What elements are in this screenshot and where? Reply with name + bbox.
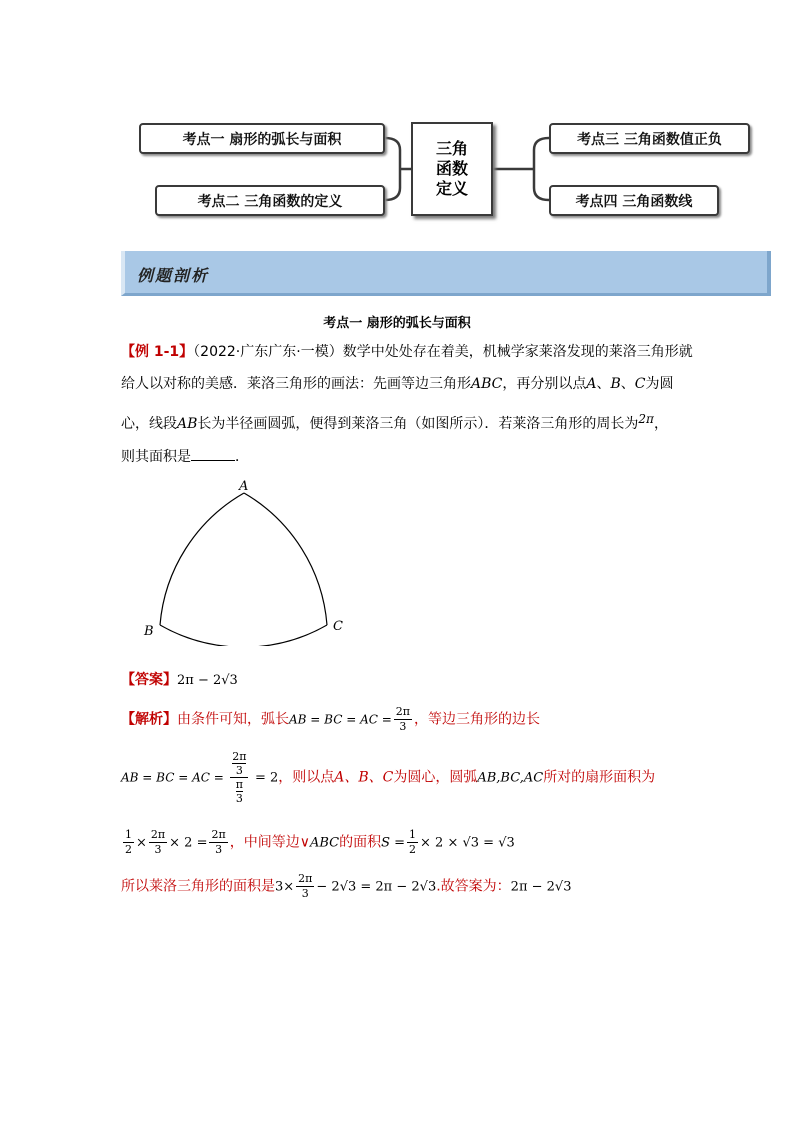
analysis-text-3c: ，中间等边∨: [229, 834, 310, 851]
answer-label: 【答案】: [121, 672, 177, 688]
centers-abc: A、B、C: [334, 769, 394, 786]
f2-den: 3: [154, 843, 162, 856]
arc-bc: [160, 625, 327, 646]
answer-blank: [191, 448, 235, 461]
example-text-2c: ，再分别以点: [502, 376, 587, 392]
frac-num: 2π: [395, 705, 411, 718]
analysis-line-4: [121, 872, 571, 901]
arc-ab: [160, 493, 244, 625]
final-expression: − 2√3 = 2π − 2√3: [316, 879, 437, 895]
f5-den: 3: [301, 887, 309, 900]
example-label: 【例 1-1】: [121, 344, 194, 360]
arc-ca: [244, 493, 327, 625]
point-a: A: [586, 376, 597, 392]
side-equality: AB = BC = AC =: [121, 770, 224, 785]
f1-den: 2: [125, 843, 132, 856]
fraction-2pi-3-c: [209, 828, 227, 857]
example-text-3a: 心，线段: [121, 416, 177, 432]
analysis-line-3: [121, 828, 515, 857]
label-a: A: [239, 479, 249, 494]
analysis-line-2: [121, 750, 655, 805]
example-text-4a: 则其面积是: [121, 449, 191, 465]
f3-num: 2π: [211, 828, 226, 841]
f3-den: 3: [215, 843, 223, 856]
analysis-text-3e: 的面积: [339, 834, 382, 851]
analysis-text-2e: 为圆心，圆弧: [393, 769, 478, 786]
example-source: （2022·广东广东·一模）: [193, 344, 343, 360]
fraction-2pi-3-b: [149, 828, 167, 857]
arc-equality: AB = BC = AC =: [289, 712, 392, 727]
f2-num: 2π: [150, 828, 166, 841]
f4-den: 2: [409, 843, 417, 856]
complex-den: [236, 778, 243, 805]
times-two: × 2 =: [169, 835, 208, 851]
sep-1: 、: [596, 376, 611, 392]
mindmap-node-3: 考点三 三角函数值正负: [549, 123, 750, 154]
mindmap-node-2: 考点二 三角函数的定义: [155, 185, 385, 216]
inner-num-den: 3: [235, 764, 243, 777]
sep-2: 、: [620, 376, 635, 392]
complex-num: [230, 750, 248, 778]
fraction-2pi-3: [394, 705, 412, 734]
triangle-abc-2: ABC: [309, 835, 340, 851]
times-sign: ×: [136, 835, 147, 851]
fraction-2pi-3-d: [296, 872, 314, 901]
inner-num-num: 2π: [232, 750, 247, 763]
fraction-1-2-b: [407, 828, 418, 857]
center-line-2: 函数: [435, 159, 468, 178]
reuleaux-triangle-figure: [140, 476, 360, 646]
example-line-3: [121, 413, 668, 433]
analysis-text-2c: ，则以点: [278, 769, 335, 786]
arcs-list: AB,BC,AC: [477, 770, 544, 786]
inner-den-num: π: [235, 778, 243, 791]
analysis-text-4d: .故答案为：: [436, 878, 511, 895]
section-title: 考点一 扇形的弧长与面积: [323, 316, 471, 331]
analysis-text-2g: 所对的扇形面积为: [543, 769, 656, 786]
center-line-3: 定义: [435, 179, 468, 198]
side-value: = 2: [254, 770, 279, 786]
center-line-1: 三角: [435, 139, 468, 158]
example-text-3e: ，: [653, 416, 668, 432]
area-s: S =: [381, 835, 406, 851]
perimeter-value: 2π: [638, 412, 654, 426]
point-b: B: [610, 376, 621, 392]
analysis-line-1: [121, 705, 540, 734]
section-banner: [121, 251, 771, 296]
analysis-text-1a: 由条件可知，弧长: [177, 711, 289, 728]
analysis-label: 【解析】: [121, 711, 177, 728]
f4-num: 1: [409, 828, 417, 841]
mindmap-node-4: 考点四 三角函数线: [549, 185, 719, 216]
f5-num: 2π: [298, 872, 313, 885]
triangle-abc: ABC: [471, 376, 503, 392]
example-text-4b: ．: [235, 449, 249, 465]
example-line-1: [121, 341, 693, 361]
label-c: C: [333, 619, 343, 634]
answer-line: [121, 669, 238, 689]
complex-fraction: [230, 750, 248, 805]
frac-den: 3: [399, 720, 407, 733]
inner-den-den: 3: [235, 792, 243, 805]
analysis-text-1c: ，等边三角形的边长: [414, 711, 541, 728]
area-value: × 2 × √3 = √3: [420, 835, 515, 851]
segment-ab: AB: [177, 416, 198, 432]
example-text-3c: 长为半径画圆弧，便得到莱洛三角（如图所示）．若莱洛三角形的周长为: [197, 416, 639, 432]
mindmap-center: [411, 122, 493, 216]
example-text-1: 数学中处处存在着美，机械学家莱洛发现的莱洛三角形就: [342, 344, 693, 360]
final-answer: 2π − 2√3: [510, 879, 572, 895]
example-text-2a: 给人以对称的美感．莱洛三角形的画法：先画等边三角形: [121, 376, 471, 392]
mindmap-node-1: 考点一 扇形的弧长与面积: [139, 123, 385, 154]
point-c: C: [634, 376, 646, 392]
answer-value: 2π − 2√3: [177, 673, 238, 688]
fraction-1-2: [123, 828, 134, 857]
banner-title: 例题剖析: [137, 266, 210, 285]
three-times: 3×: [275, 879, 295, 895]
example-line-4: [121, 446, 249, 466]
label-b: B: [144, 624, 154, 639]
example-line-2: [121, 373, 674, 393]
analysis-text-4a: 所以莱洛三角形的面积是: [121, 878, 275, 895]
f1-num: 1: [125, 828, 132, 841]
example-text-2i: 为圆: [645, 376, 674, 392]
